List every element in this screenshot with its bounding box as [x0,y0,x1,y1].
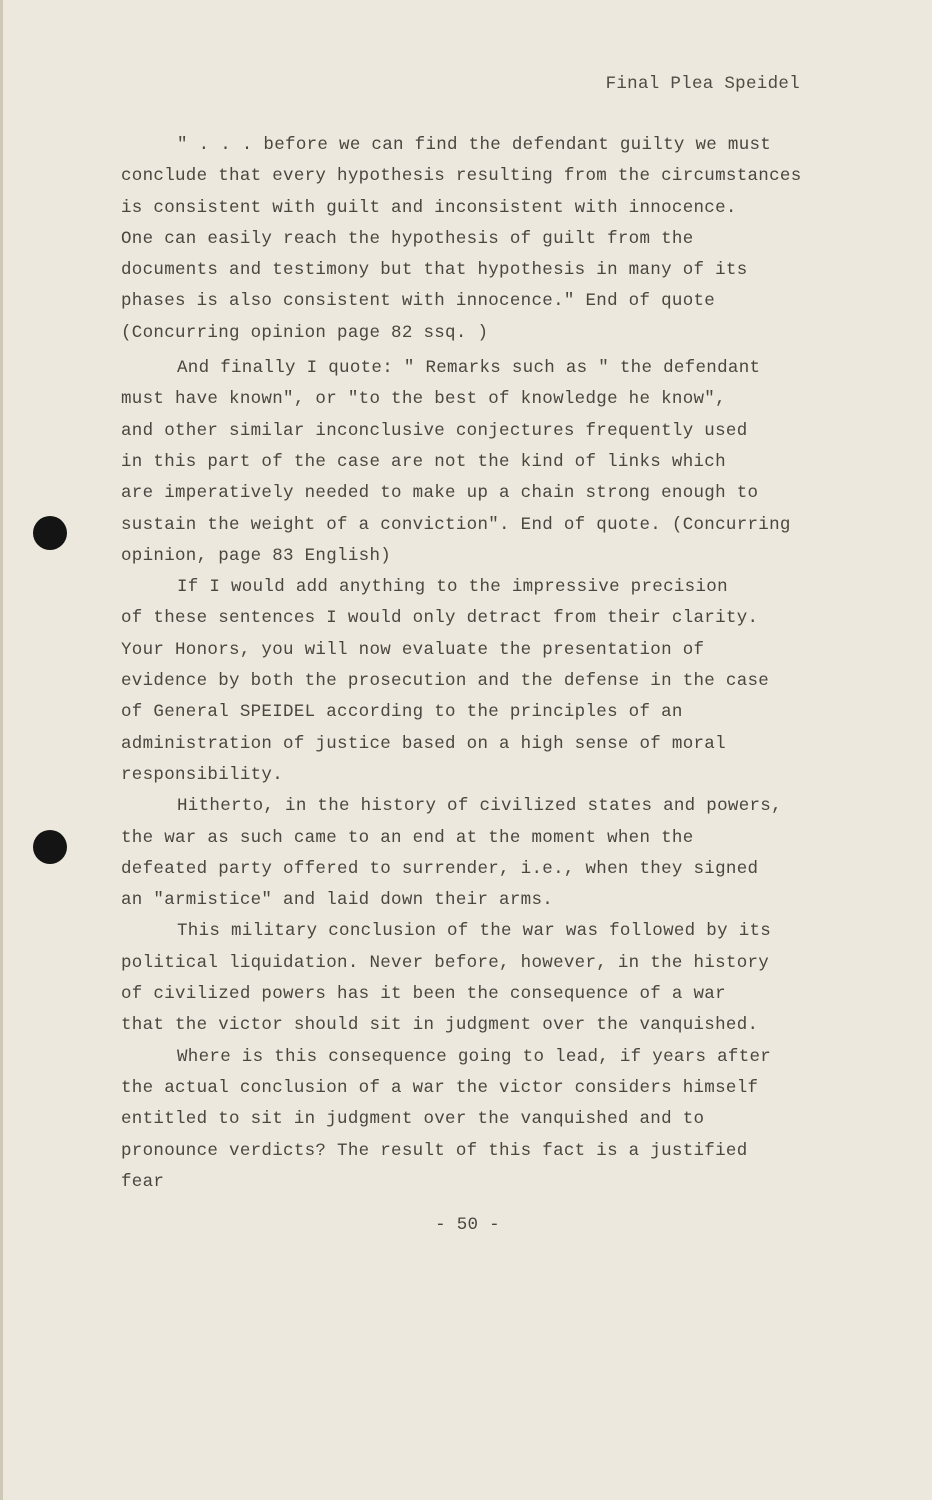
text-line: " . . . before we can find the defendant guilty we must [177,135,772,155]
text-line: This military conclusion of the war was followed by its [177,921,772,942]
text-line: of civilized powers has it been the consequence of a war [121,984,726,1005]
text-line: and other similar inconclusive conjectures frequently used [121,420,748,441]
text-line: entitled to sit in judgment over the vanquished and to [121,1109,705,1130]
text-line: Hitherto, in the history of civilized states and powers, [177,796,782,817]
text-line: the war as such came to an end at the moment when the [121,827,694,848]
text-line: conclude that every hypothesis resulting from the circumstances [121,166,802,187]
page-number: - 50 - [435,1215,500,1235]
text-line: And finally I quote: " Remarks such as " the defendant [177,358,761,379]
text-line: an "armistice" and laid down their arms. [121,890,554,911]
text-line: evidence by both the prosecution and the defense in the case [121,671,770,692]
text-line: fear [121,1171,165,1192]
text-line: opinion, page 83 English) [121,545,392,566]
punch-hole [33,830,67,864]
page-header: Final Plea Speidel [605,74,800,94]
text-line: the actual conclusion of a war the victor considers himself [121,1077,759,1098]
text-line: are imperatively needed to make up a chain strong enough to [121,483,759,504]
punch-hole [33,516,67,550]
text-line: sustain the weight of a conviction". End of quote. (Concurring [121,514,791,535]
text-line: pronounce verdicts? The result of this fact is a justified [121,1140,748,1161]
text-line: of General SPEIDEL according to the principles of an [121,702,683,723]
text-line: Your Honors, you will now evaluate the presentation of [121,639,705,660]
text-line: must have known", or "to the best of knowledge he know", [121,389,726,410]
text-line: administration of justice based on a high sense of moral [121,733,726,754]
text-line: responsibility. [121,764,284,785]
text-line: defeated party offered to surrender, i.e., when they signed [121,858,759,879]
text-line: that the victor should sit in judgment over the vanquished. [121,1015,759,1036]
text-line: phases is also consistent with innocence." End of quote [121,291,716,312]
text-line: is consistent with guilt and inconsistent with innocence. [121,197,737,218]
text-line: documents and testimony but that hypothesis in many of its [121,260,748,281]
text-line: of these sentences I would only detract from their clarity. [121,608,759,629]
text-line: If I would add anything to the impressive precision [177,577,728,598]
text-line: (Concurring opinion page 82 ssq. ) [121,322,489,343]
text-line: political liquidation. Never before, however, in the history [121,952,770,973]
text-line: in this part of the case are not the kind of links which [121,451,726,472]
document-body [121,130,861,1198]
text-line: Where is this consequence going to lead, if years after [177,1046,772,1067]
text-line: One can easily reach the hypothesis of guilt from the [121,228,694,249]
